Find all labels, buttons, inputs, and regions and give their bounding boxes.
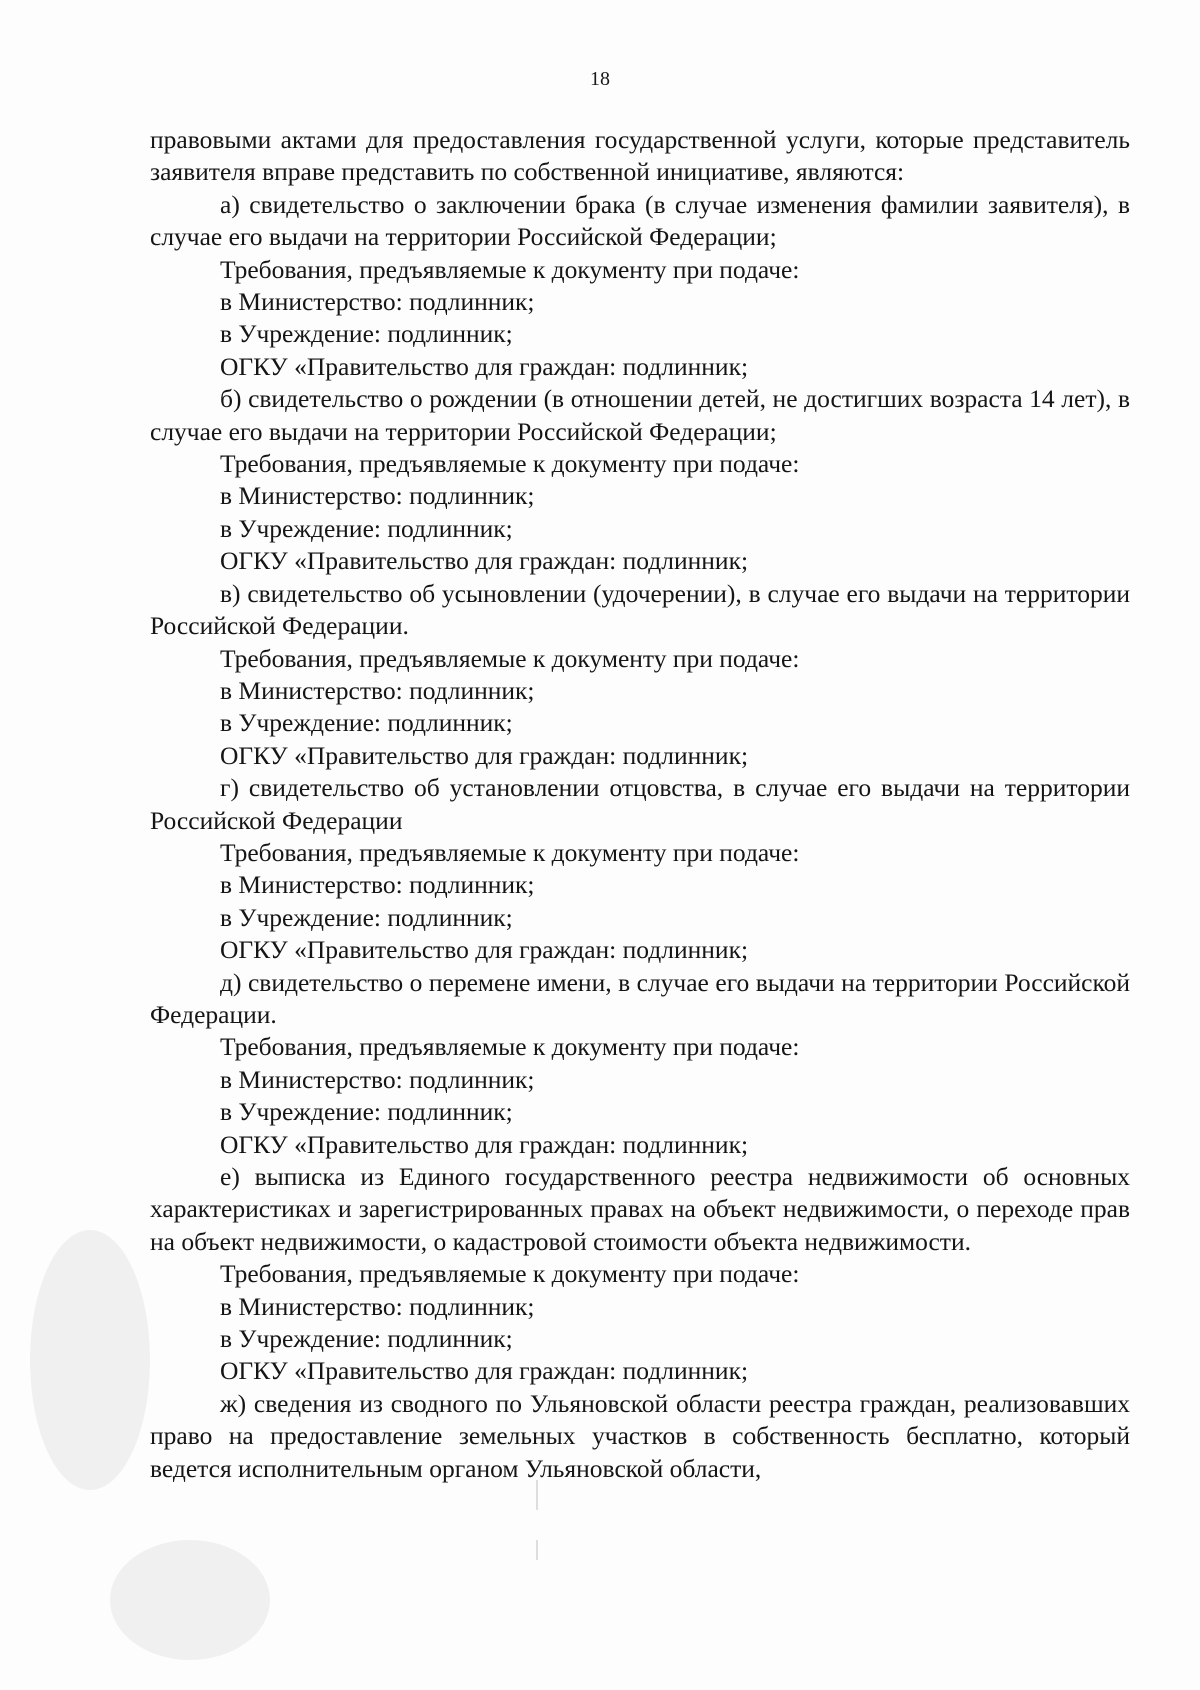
paragraph: ж) сведения из сводного по Ульяновской области реестра граждан, реализовавших право на предоставление земельных участков в собственность бесплатно, который ведется исполнительным органом Ульяновской области, [150, 1388, 1130, 1483]
document-body [150, 124, 1130, 1485]
paragraph: в Учреждение: подлинник; [220, 708, 513, 738]
paragraph: а) свидетельство о заключении брака (в случае изменения фамилии заявителя), в случае его выдачи на территории Российской Федерации; [150, 189, 1130, 252]
paragraph: Требования, предъявляемые к документу при подаче: [220, 449, 800, 479]
paragraph: в Учреждение: подлинник; [220, 513, 513, 543]
paragraph: в Министерство: подлинник; [220, 1064, 535, 1094]
paragraph: г) свидетельство об установлении отцовства, в случае его выдачи на территории Российской Федерации [150, 773, 1130, 835]
paragraph: е) выписка из Единого государственного реестра недвижимости об основных характеристиках и зарегистрированных правах на объект недвижимости, о переходе прав на объект недвижимости, о кадастровой стоимости объекта недвижимости. [150, 1162, 1130, 1256]
paragraph: б) свидетельство о рождении (в отношении детей, не достигших возраста 14 лет), в случае его выдачи на территории Российской Федерации; [150, 384, 1130, 446]
page-number: 18 [590, 68, 610, 90]
paragraph: Требования, предъявляемые к документу при подаче: [220, 1259, 800, 1289]
scan-artifact [30, 1230, 150, 1490]
paragraph: в Учреждение: подлинник; [220, 1097, 513, 1127]
scan-artifact [110, 1540, 270, 1660]
paragraph: в Министерство: подлинник; [220, 1291, 535, 1321]
paragraph: ОГКУ «Правительство для граждан: подлинник; [220, 1129, 749, 1159]
paragraph: в Министерство: подлинник; [220, 675, 535, 705]
paragraph: в Министерство: подлинник; [220, 481, 535, 511]
paragraph: ОГКУ «Правительство для граждан: подлинник; [220, 935, 749, 965]
paragraph: Требования, предъявляемые к документу при подаче: [220, 643, 800, 673]
paragraph: Требования, предъявляемые к документу при подаче: [220, 837, 800, 867]
paragraph: Требования, предъявляемые к документу при подаче: [220, 1032, 800, 1062]
paragraph: ОГКУ «Правительство для граждан: подлинник; [220, 740, 749, 770]
paragraph: д) свидетельство о перемене имени, в случае его выдачи на территории Российской Федерации. [150, 967, 1130, 1029]
paragraph: в Министерство: подлинник; [220, 287, 535, 317]
paragraph: в Министерство: подлинник; [220, 870, 535, 900]
paragraph: ОГКУ «Правительство для граждан: подлинник; [220, 351, 749, 381]
paragraph: ОГКУ «Правительство для граждан: подлинник; [220, 546, 749, 576]
scan-artifact [536, 1540, 538, 1560]
paragraph: правовыми актами для предоставления государственной услуги, которые представитель заявителя вправе представить по собственной инициативе, являются: [150, 125, 1130, 187]
paragraph: Требования, предъявляемые к документу при подаче: [220, 254, 800, 284]
paragraph: в Учреждение: подлинник; [220, 319, 513, 349]
paragraph: ОГКУ «Правительство для граждан: подлинник; [220, 1356, 749, 1386]
paragraph: в Учреждение: подлинник; [220, 1324, 513, 1354]
paragraph: в Учреждение: подлинник; [220, 902, 513, 932]
paragraph: в) свидетельство об усыновлении (удочерении), в случае его выдачи на территории Российской Федерации. [150, 578, 1130, 641]
